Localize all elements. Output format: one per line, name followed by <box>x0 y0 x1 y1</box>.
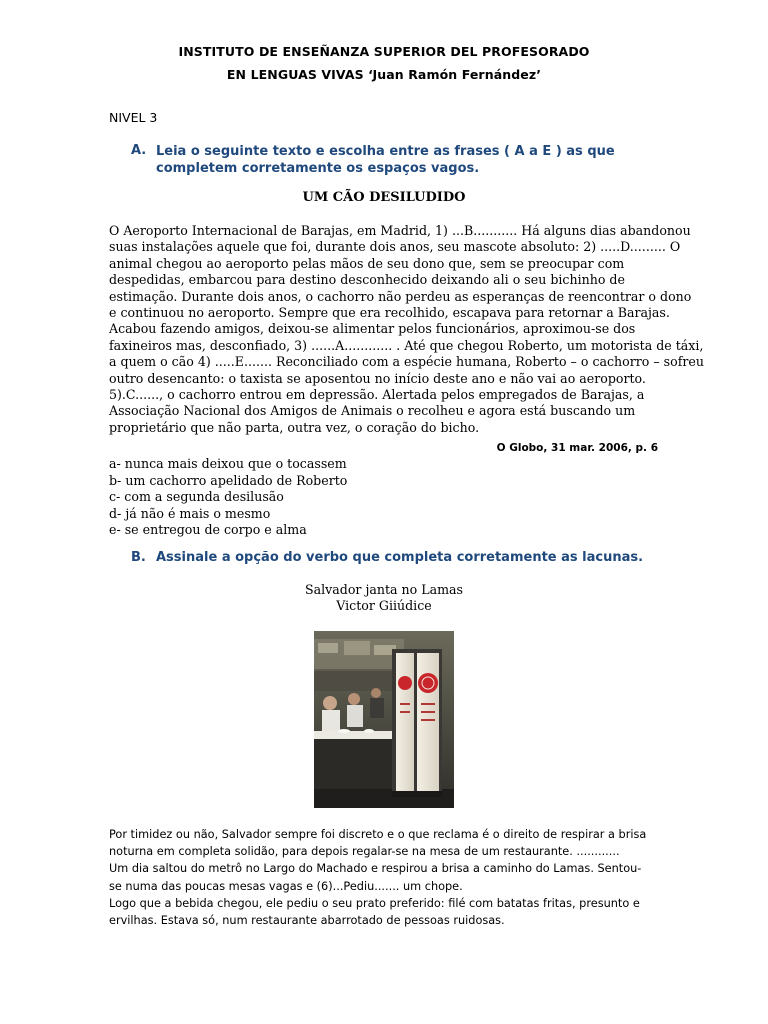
institute-name-line1: INSTITUTO DE ENSEÑANZA SUPERIOR DEL PROFESORADO <box>178 44 590 59</box>
paragraph-line: faxineiros mas, desconfiado, 3) ......A............ . Até que chegou Roberto, um motorista de táxi, <box>109 337 704 353</box>
story-line: Logo que a bebida chegou, ele pediu o seu prato preferido: filé com batatas fritas, presunto e <box>109 896 640 910</box>
answer-options-list <box>109 456 347 539</box>
source-citation: O Globo, 31 mar. 2006, p. 6 <box>496 442 658 454</box>
option-d: d- já não é mais o mesmo <box>109 505 271 521</box>
story-author: Victor Giiúdice <box>336 598 432 613</box>
main-paragraph <box>109 223 704 436</box>
institute-name-line2: EN LENGUAS VIVAS ‘Juan Ramón Fernández’ <box>226 67 542 82</box>
paragraph-line: suas instalações aquele que foi, durante dois anos, seu mascote absoluto: 2) .....D......... O <box>109 239 681 255</box>
level-label: NIVEL 3 <box>109 110 158 125</box>
restaurant-photo <box>314 631 454 808</box>
story-text <box>109 826 669 929</box>
paragraph-line: Acabou fazendo amigos, deixou-se alimentar pelos funcionários, aproximou-se dos <box>109 321 636 337</box>
question-b-instruction: Assinale a opção do verbo que completa corretamente as lacunas. <box>156 550 644 565</box>
paragraph-line: estimação. Durante dois anos, o cachorro não perdeu as esperanças de reencontrar o dono <box>109 288 692 304</box>
paragraph-line: e continuou no aeroporto. Sempre que era recolhido, escapava para retornar a Barajas. <box>109 305 670 321</box>
question-b-letter: B. <box>131 550 146 565</box>
option-e: e- se entregou de corpo e alma <box>109 522 307 537</box>
paragraph-line: 5).C......, o cachorro entrou em depressão. Alertada pelos empregados de Barajas, a <box>109 387 645 403</box>
story-heading <box>0 582 768 614</box>
story-line: noturna em completa solidão, para depois regalar-se na mesa de um restaurante. ............ <box>109 845 620 859</box>
story-line: se numa das poucas mesas vagas e (6)...Pediu....... um chope. <box>109 879 463 893</box>
story-line: Por timidez ou não, Salvador sempre foi discreto e o que reclama é o direito de respirar a brisa <box>109 828 647 841</box>
question-a-instruction: Leia o seguinte texto e escolha entre as frases ( A a E ) as que completem corretamente os espaços vagos. <box>156 144 615 176</box>
paragraph-line: proprietário que não parta, outra vez, o coração do bicho. <box>109 419 480 435</box>
paragraph-line: O Aeroporto Internacional de Barajas, em Madrid, 1) ...B........... Há alguns dias abandonou <box>109 223 691 238</box>
option-a: a- nunca mais deixou que o tocassem <box>109 456 347 471</box>
paragraph-line: animal chegou ao aeroporto pelas mãos de seu dono que, sem se preocupar com <box>109 255 625 271</box>
text-title: UM CÃO DESILUDIDO <box>302 190 466 205</box>
option-b: b- um cachorro apelidado de Roberto <box>109 472 348 488</box>
paragraph-line: despedidas, embarcou para destino desconhecido deixando ali o seu bichinho de <box>109 272 625 288</box>
paragraph-line: a quem o cão 4) .....E....... Reconciliado com a espécie humana, Roberto – o cachorro – sofreu <box>109 354 704 370</box>
paragraph-line: outro desencanto: o taxista se aposentou no início deste ano e não vai ao aeroporto. <box>109 370 646 386</box>
question-a-letter: A. <box>131 143 147 158</box>
story-line: ervilhas. Estava só, num restaurante abarrotado de pessoas ruidosas. <box>109 914 505 928</box>
story-title: Salvador janta no Lamas <box>304 582 464 597</box>
paragraph-line: Associação Nacional dos Amigos de Animais o recolheu e agora está buscando um <box>109 403 636 419</box>
restaurant-scene-image <box>314 631 454 808</box>
story-line: Um dia saltou do metrô no Largo do Machado e respirou a brisa a caminho do Lamas. Sentou- <box>109 862 642 876</box>
option-c: c- com a segunda desilusão <box>109 489 284 504</box>
